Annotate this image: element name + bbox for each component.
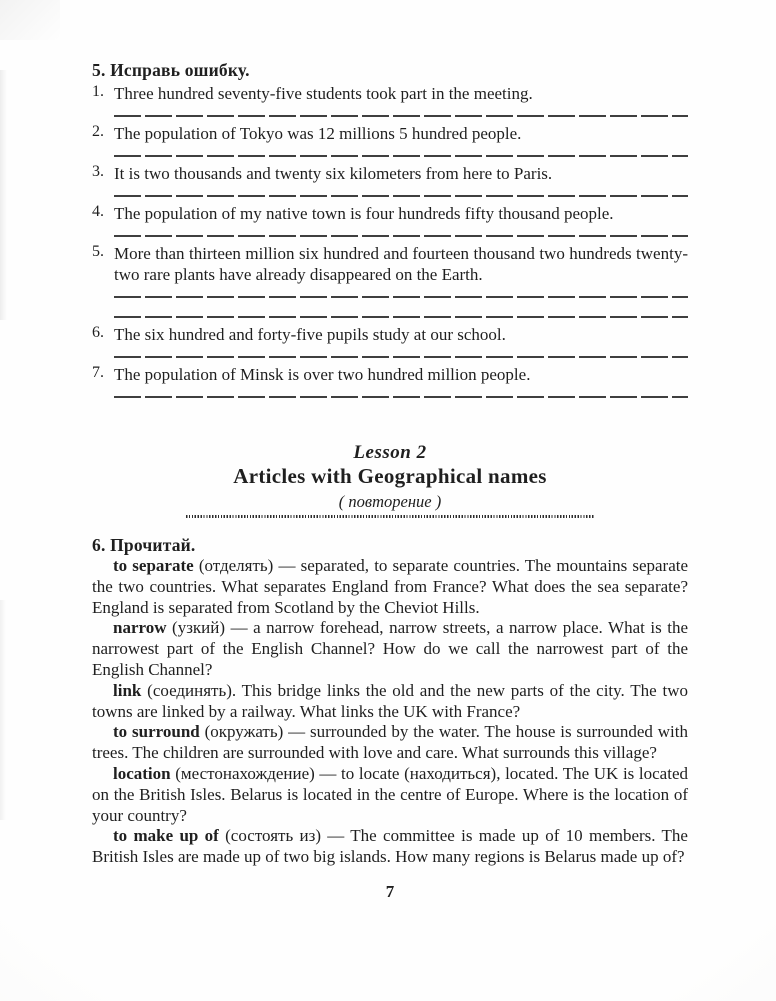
exercise-item bbox=[92, 243, 688, 318]
vocab-definition: (окружать) — surrounded by the water. The house is surrounded with trees. The children are surrounded with love and care. What surrounds this village? bbox=[92, 722, 689, 763]
scan-smudge bbox=[0, 600, 6, 820]
lesson-title: Articles with Geographical names bbox=[233, 464, 547, 488]
scan-smudge bbox=[0, 0, 60, 40]
lesson-heading: Lesson 2 bbox=[353, 442, 427, 463]
exercise5-title: 5. Исправь ошибку. bbox=[92, 60, 250, 80]
lesson-header bbox=[92, 442, 688, 518]
item-number: 4. bbox=[92, 203, 104, 220]
item-text: More than thirteen million six hundred and fourteen thousand two hundreds twenty-two rare plants have already disappeared on the Earth. bbox=[114, 244, 688, 284]
vocab-definition: (местонахождение) — to locate (находиться), located. The UK is located on the British Isles. Belarus is located in the centre of Europe. Where is the location of your country? bbox=[92, 763, 688, 825]
vocab-paragraph bbox=[92, 681, 688, 723]
dotted-divider bbox=[186, 515, 594, 518]
exercise-item bbox=[92, 364, 688, 398]
item-text: The population of my native town is four hundreds fifty thousand people. bbox=[114, 204, 614, 223]
item-number: 5. bbox=[92, 243, 104, 260]
vocab-paragraph bbox=[92, 556, 688, 618]
vocab-definition: (узкий) — a narrow forehead, narrow streets, a narrow place. What is the narrowest part of the English Channel? How do we call the narrowest part of the English Channel? bbox=[92, 618, 688, 679]
exercise-item bbox=[92, 83, 688, 117]
item-text: The population of Tokyo was 12 millions 5 hundred people. bbox=[114, 124, 522, 143]
item-number: 6. bbox=[92, 324, 104, 341]
answer-blank bbox=[114, 155, 688, 157]
item-text: Three hundred seventy-five students took part in the meeting. bbox=[114, 84, 533, 103]
scan-smudge bbox=[0, 70, 7, 320]
vocabulary-section bbox=[92, 556, 688, 868]
answer-blank bbox=[114, 316, 688, 318]
item-text: It is two thousands and twenty six kilometers from here to Paris. bbox=[114, 164, 553, 183]
vocab-paragraph bbox=[92, 618, 688, 680]
item-number: 1. bbox=[92, 83, 104, 100]
vocab-definition: (отделять) — separated, to separate countries. The mountains separate the two countries. What separates England from France? What does the sea separate? England is separated from Scotland by the Cheviot Hills. bbox=[92, 556, 689, 617]
exercise-item bbox=[92, 324, 688, 358]
item-text: The six hundred and forty-five pupils study at our school. bbox=[114, 325, 506, 344]
exercise-item bbox=[92, 123, 688, 157]
vocab-definition: (состоять из) — The committee is made up of 10 members. The British Isles are made up of two big islands. How many regions is Belarus made up of? bbox=[92, 826, 688, 867]
exercise6-title: 6. Прочитай. bbox=[92, 535, 196, 555]
answer-blank bbox=[114, 235, 688, 237]
answer-blank bbox=[114, 195, 688, 197]
answer-blank bbox=[114, 115, 688, 117]
vocab-paragraph bbox=[92, 826, 688, 868]
vocab-term: narrow bbox=[113, 618, 167, 638]
item-number: 2. bbox=[92, 123, 104, 140]
vocab-paragraph bbox=[92, 764, 688, 826]
lesson-subtitle: ( повторение ) bbox=[338, 492, 442, 511]
item-number: 3. bbox=[92, 163, 104, 180]
page-number: 7 bbox=[385, 881, 395, 901]
answer-blank bbox=[114, 396, 688, 398]
vocab-term: link bbox=[113, 680, 142, 700]
vocab-term: to separate bbox=[113, 556, 194, 575]
item-text: The population of Minsk is over two hundred million people. bbox=[114, 365, 531, 384]
vocab-paragraph bbox=[92, 722, 688, 764]
answer-blank bbox=[114, 296, 688, 298]
vocab-term: to surround bbox=[113, 722, 200, 742]
exercise-item bbox=[92, 163, 688, 197]
answer-blank bbox=[114, 356, 688, 358]
item-number: 7. bbox=[92, 364, 104, 381]
exercise-item bbox=[92, 203, 688, 237]
vocab-term: location bbox=[113, 763, 171, 783]
vocab-definition: (соединять). This bridge links the old and the new parts of the city. The two towns are linked by a railway. What links the UK with France? bbox=[92, 680, 689, 721]
vocab-term: to make up of bbox=[113, 826, 219, 846]
